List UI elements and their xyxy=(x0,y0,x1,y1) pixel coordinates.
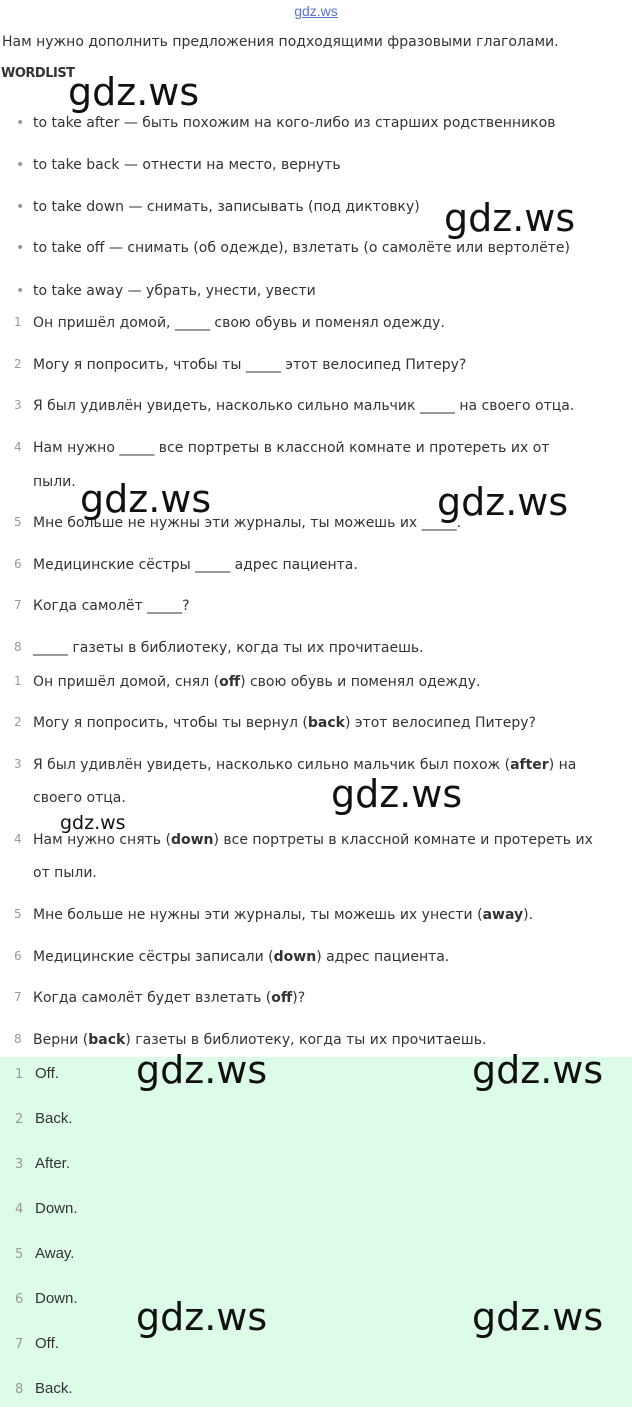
item-number: 8 xyxy=(14,1032,22,1046)
exercise-text: _____ газеты в библиотеку, когда ты их прочитаешь. xyxy=(33,640,424,656)
answer-number: 6 xyxy=(15,1292,24,1307)
exercise-text: Я был удивлён увидеть, насколько сильно мальчик _____ на своего отца. xyxy=(33,398,575,414)
bullet-icon: • xyxy=(16,157,25,173)
answer-number: 3 xyxy=(15,1157,24,1172)
wordlist-item-text: to take down — снимать, записывать (под диктовку) xyxy=(33,199,420,215)
item-number: 5 xyxy=(14,515,22,529)
answer-number: 5 xyxy=(15,1247,24,1262)
solution-text: от пыли. xyxy=(33,865,97,881)
wordlist-item-text: to take back — отнести на место, вернуть xyxy=(33,157,341,173)
intro-text: Нам нужно дополнить предложения подходящими фразовыми глаголами. xyxy=(2,34,559,50)
keyword: away xyxy=(482,907,524,923)
watermark: gdz.ws xyxy=(136,1048,268,1092)
item-number: 2 xyxy=(14,357,22,371)
watermark: gdz.ws xyxy=(472,1048,604,1092)
bullet-icon: • xyxy=(16,199,25,215)
answer-text: Away. xyxy=(35,1245,75,1262)
watermark: gdz.ws xyxy=(437,480,569,524)
solution-text: Он пришёл домой, снял (off) свою обувь и поменял одежду. xyxy=(33,674,481,690)
exercise-text: Когда самолёт _____? xyxy=(33,598,190,614)
item-number: 7 xyxy=(14,598,22,612)
item-number: 3 xyxy=(14,398,22,412)
item-number: 7 xyxy=(14,990,22,1004)
answer-number: 2 xyxy=(15,1112,24,1127)
keyword: down xyxy=(170,832,214,848)
answer-number: 4 xyxy=(15,1202,24,1217)
keyword: after xyxy=(510,757,549,773)
bullet-icon: • xyxy=(16,283,25,299)
answer-number: 8 xyxy=(15,1382,24,1397)
wordlist-item-text: to take off — снимать (об одежде), взлетать (о самолёте или вертолёте) xyxy=(33,240,570,256)
solution-text: Мне больше не нужны эти журналы, ты можешь их унести (away). xyxy=(33,907,534,923)
bullet-icon: • xyxy=(16,240,25,256)
watermark: gdz.ws xyxy=(68,70,200,114)
item-number: 1 xyxy=(14,674,22,688)
answer-text: After. xyxy=(35,1155,71,1172)
item-number: 5 xyxy=(14,907,22,921)
watermark: gdz.ws xyxy=(60,812,126,834)
item-number: 6 xyxy=(14,949,22,963)
keyword: back xyxy=(88,1032,126,1048)
solution-text: Верни (back) газеты в библиотеку, когда ты их прочитаешь. xyxy=(33,1032,487,1048)
answer-text: Off. xyxy=(35,1065,59,1082)
exercise-text: Нам нужно _____ все портреты в классной комнате и протереть их от xyxy=(33,440,550,456)
solution-text: Могу я попросить, чтобы ты вернул (back) этот велосипед Питеру? xyxy=(33,715,536,731)
item-number: 2 xyxy=(14,715,22,729)
item-number: 3 xyxy=(14,757,22,771)
keyword: off xyxy=(219,674,241,690)
exercise-text: Мне больше не нужны эти журналы, ты можешь их _____. xyxy=(33,515,462,531)
item-number: 6 xyxy=(14,557,22,571)
wordlist-item-text: to take after — быть похожим на кого-либо из старших родственников xyxy=(33,115,556,131)
exercise-text: пыли. xyxy=(33,474,76,490)
answer-number: 1 xyxy=(15,1067,24,1082)
exercise-text: Могу я попросить, чтобы ты _____ этот велосипед Питеру? xyxy=(33,357,467,373)
solution-text: своего отца. xyxy=(33,790,126,806)
keyword: back xyxy=(307,715,345,731)
answer-text: Off. xyxy=(35,1335,59,1352)
exercise-text: Он пришёл домой, _____ свою обувь и поменял одежду. xyxy=(33,315,445,331)
item-number: 1 xyxy=(14,315,22,329)
watermark: gdz.ws xyxy=(331,772,463,816)
answer-text: Down. xyxy=(35,1290,78,1307)
answer-text: Down. xyxy=(35,1200,78,1217)
solution-text: Медицинские сёстры записали (down) адрес пациента. xyxy=(33,949,450,965)
keyword: off xyxy=(271,990,293,1006)
bullet-icon: • xyxy=(16,115,25,131)
keyword: down xyxy=(273,949,317,965)
watermark: gdz.ws xyxy=(136,1295,268,1339)
item-number: 8 xyxy=(14,640,22,654)
solution-text: Я был удивлён увидеть, насколько сильно мальчик был похож (after) на xyxy=(33,757,577,773)
item-number: 4 xyxy=(14,440,22,454)
wordlist-heading: WORDLIST xyxy=(1,66,75,81)
site-link[interactable]: gdz.ws xyxy=(294,3,338,19)
answer-text: Back. xyxy=(35,1380,73,1397)
exercise-text: Медицинские сёстры _____ адрес пациента. xyxy=(33,557,358,573)
solution-text: Когда самолёт будет взлетать (off)? xyxy=(33,990,306,1006)
solution-text: Нам нужно снять (down) все портреты в классной комнате и протереть их xyxy=(33,832,593,848)
answer-number: 7 xyxy=(15,1337,24,1352)
watermark: gdz.ws xyxy=(80,477,212,521)
item-number: 4 xyxy=(14,832,22,846)
answer-text: Back. xyxy=(35,1110,73,1127)
watermark: gdz.ws xyxy=(444,196,576,240)
answers-panel xyxy=(0,1057,632,1407)
watermark: gdz.ws xyxy=(472,1295,604,1339)
wordlist-item-text: to take away — убрать, унести, увести xyxy=(33,283,316,299)
